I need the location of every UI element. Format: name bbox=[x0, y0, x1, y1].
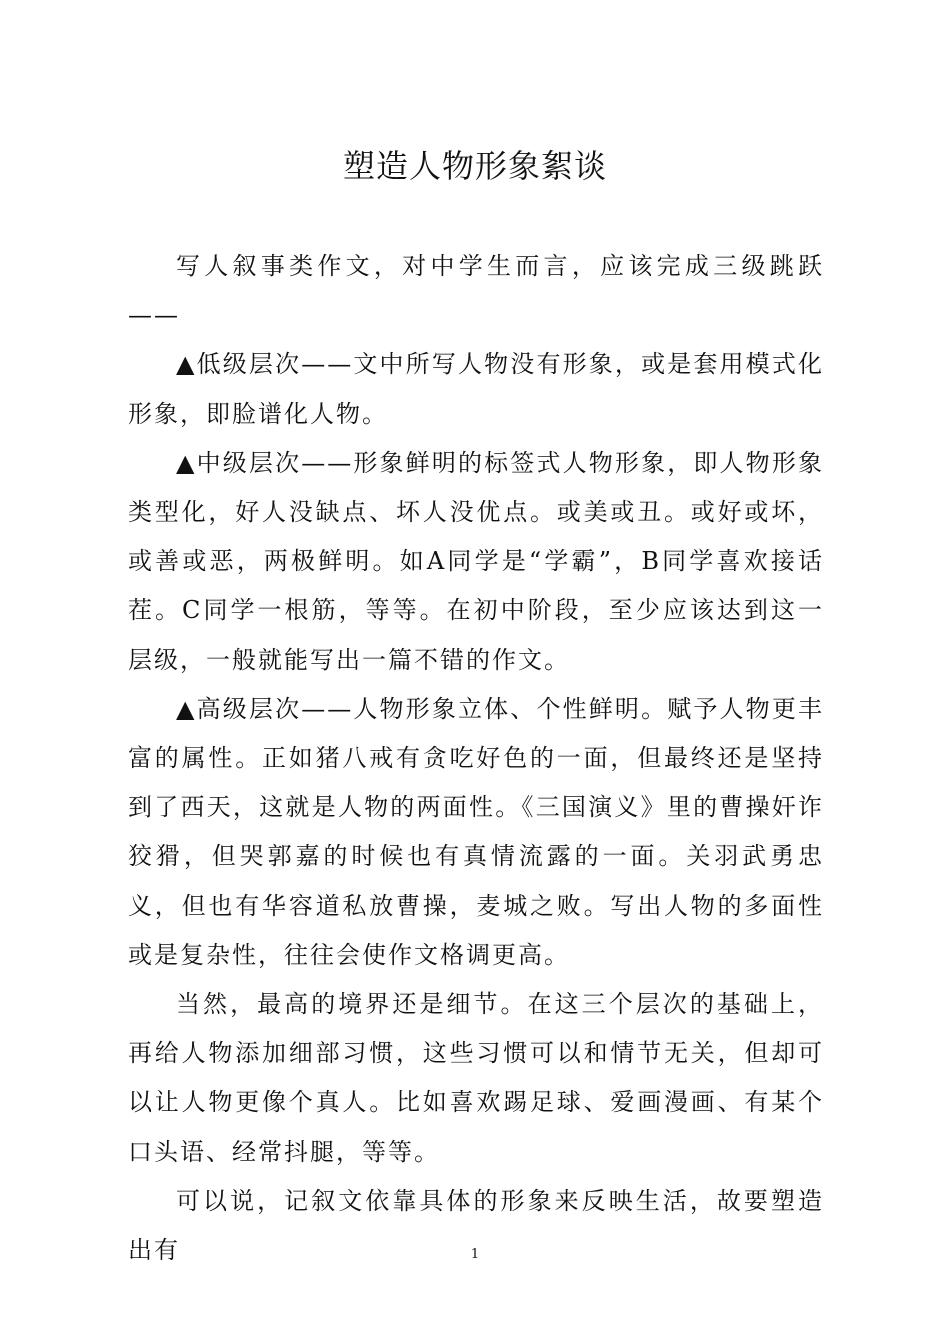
paragraph-mid-level: ▲中级层次——形象鲜明的标签式人物形象，即人物形象类型化，好人没缺点、坏人没优点。或美或丑。或好或坏，或善或恶，两极鲜明。如A同学是“学霸”，B同学喜欢接话茬。C同学一根筋，等等。在初中阶段，至少应该达到这一层级，一般就能写出一篇不错的作文。 bbox=[128, 448, 824, 674]
paragraph-high-level: ▲高级层次——人物形象立体、个性鲜明。赋予人物更丰富的属性。正如猪八戒有贪吃好色的一面，但最终还是坚持到了西天，这就是人物的两面性。《三国演义》里的曹操奸诈狡猾，但哭郭嘉的时候也有真情流露的一面。关羽武勇忠义，但也有华容道私放曹操，麦城之败。写出人物的多面性或是复杂性，往往会使作文格调更高。 bbox=[128, 694, 824, 969]
paragraph-low-level: ▲低级层次——文中所写人物没有形象，或是套用模式化形象，即脸谱化人物。 bbox=[128, 350, 824, 428]
document-title: 塑造人物形象絮谈 bbox=[342, 147, 607, 185]
page-number: 1 bbox=[470, 1247, 480, 1262]
document-body bbox=[128, 242, 824, 1275]
paragraph-details: 当然，最高的境界还是细节。在这三个层次的基础上，再给人物添加细部习惯，这些习惯可以和情节无关，但却可以让人物更像个真人。比如喜欢踢足球、爱画漫画、有某个口头语、经常抖腿，等等。 bbox=[128, 990, 824, 1166]
paragraph-conclusion: 可以说，记叙文依靠具体的形象来反映生活，故要塑造出有 bbox=[128, 1186, 824, 1265]
paragraph-intro: 写人叙事类作文，对中学生而言，应该完成三级跳跃—— bbox=[128, 252, 824, 330]
